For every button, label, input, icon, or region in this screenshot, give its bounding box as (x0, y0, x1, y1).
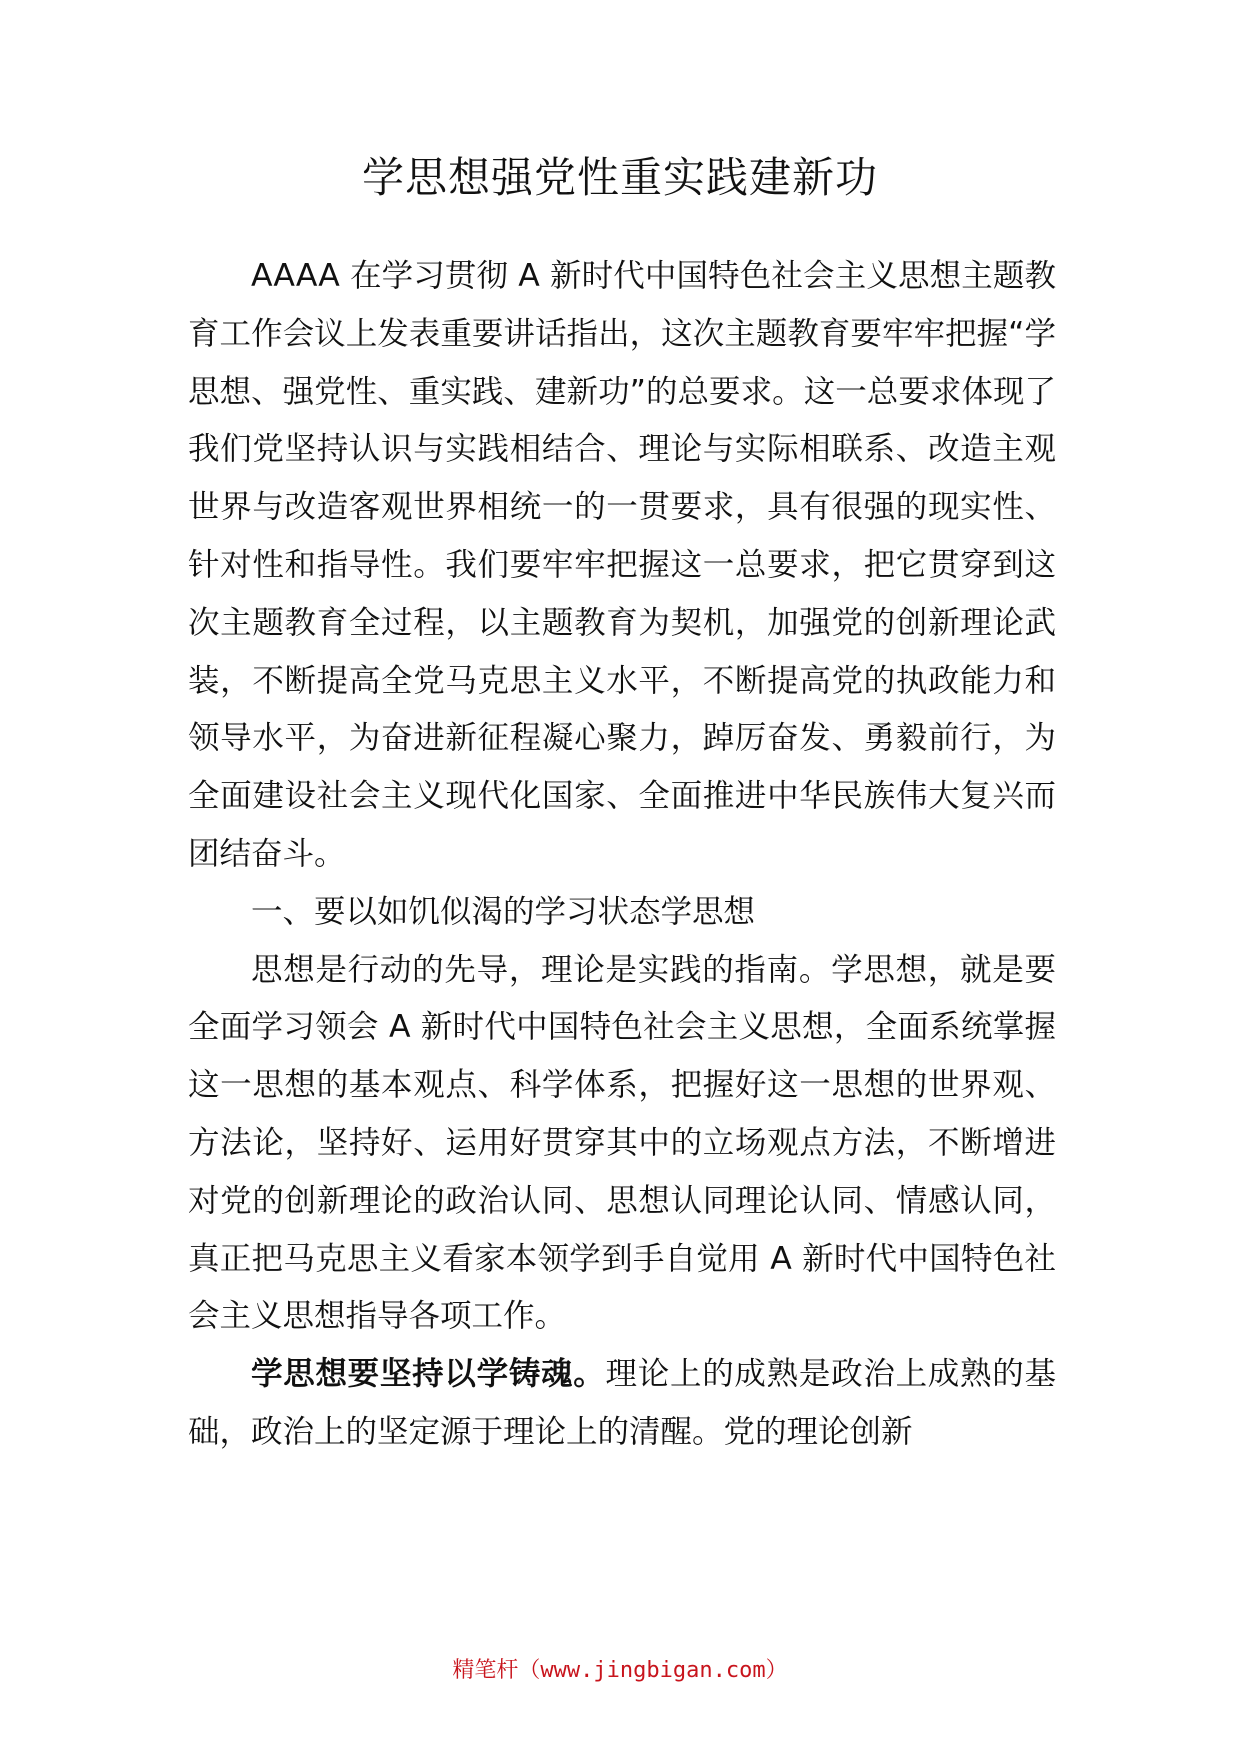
paragraph-intro: AAAA 在学习贯彻 A 新时代中国特色社会主义思想主题教育工作会议上发表重要讲话指出，这次主题教育要牢牢把握“学思想、强党性、重实践、建新功”的总要求。这一总要求体现了我们党坚持认识与实践相结合、理论与实际相联系、改造主观世界与改造客观世界相统一的一贯要求，具有很强的现实性、针对性和指导性。我们要牢牢把握这一总要求，把它贯穿到这次主题教育全过程，以主题教育为契机，加强党的创新理论武装，不断提高全党马克思主义水平，不断提高党的执政能力和领导水平，为奋进新征程凝心聚力，踔厉奋发、勇毅前行，为全面建设社会主义现代化国家、全面推进中华民族伟大复兴而团结奋斗。 (188, 258, 1056, 872)
footer-watermark (0, 1656, 1240, 1686)
paragraph-soul-casting (188, 1346, 1056, 1462)
paragraph-soul-casting-text: 理论上的成熟是政治上成熟的基础，政治上的坚定源于理论上的清醒。党的理论创新 (188, 1356, 1056, 1450)
footer-brand: 精笔杆 (452, 1658, 519, 1683)
document-body (188, 248, 1056, 1462)
footer-url: （www.jingbigan.com） (518, 1658, 788, 1683)
section-heading: 一、要以如饥似渴的学习状态学思想 (251, 893, 756, 930)
bold-lead-sentence: 学思想要坚持以学铸魂。 (251, 1356, 606, 1393)
page-title: 学思想强党性重实践建新功 (361, 153, 878, 202)
paragraph-study-thought: 思想是行动的先导，理论是实践的指南。学思想，就是要全面学习领会 A 新时代中国特色社会主义思想，全面系统掌握这一思想的基本观点、科学体系，把握好这一思想的世界观、方法论，坚持好、运用好贯穿其中的立场观点方法，不断增进对党的创新理论的政治认同、思想认同理论认同、情感认同，真正把马克思主义看家本领学到手自觉用 A 新时代中国特色社会主义思想指导各项工作。 (188, 951, 1056, 1335)
